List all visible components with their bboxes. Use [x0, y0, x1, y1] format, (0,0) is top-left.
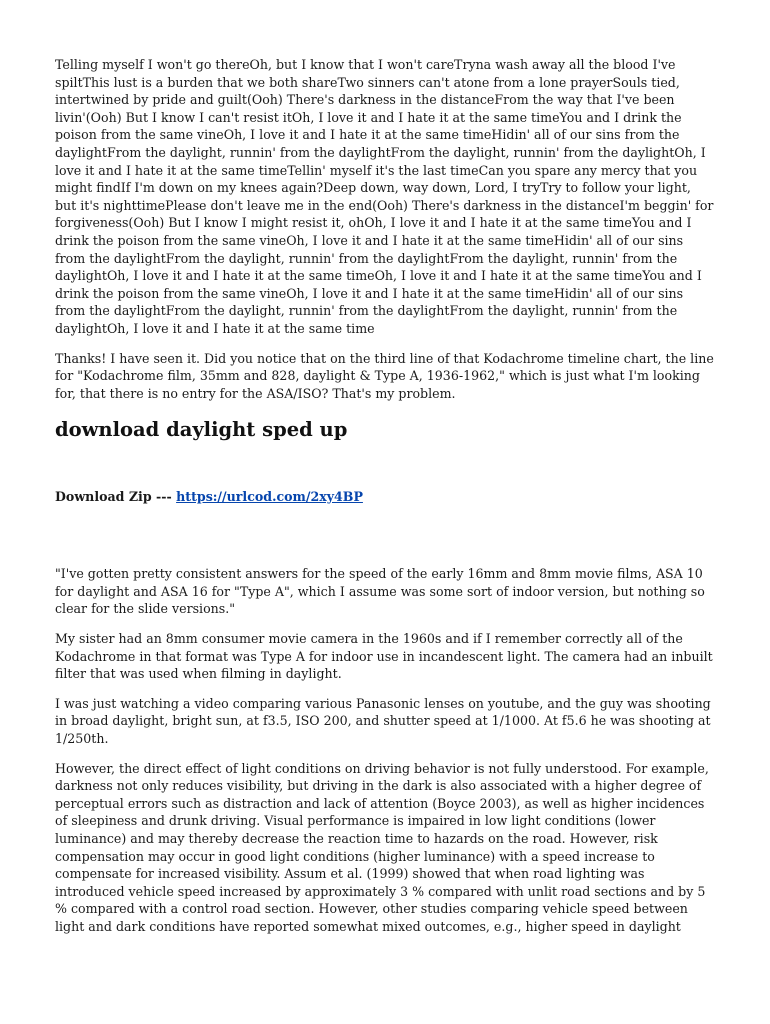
- quote-paragraph: "I've gotten pretty consistent answers for the speed of the early 16mm and 8mm movie films, ASA 10 for daylight and ASA 16 for "Type A", which I assume was some sort of indoor version, but nothing so clear for the slide versions.": [55, 566, 705, 617]
- driving-paragraph: However, the direct effect of light conditions on driving behavior is not fully understood. For example, darkness not only reduces visibility, but driving in the dark is also associated with a higher degree of perceptual errors such as distraction and lack of attention (Boyce 2003), as well as higher incidences of sleepiness and drunk driving. Visual performance is impaired in low light conditions (lower luminance) and may thereby decrease the reaction time to hazards on the road. However, risk compensation may occur in good light conditions (higher luminance) with a speed increase to compensate for increased visibility. Assum et al. (1999) showed that when road lighting was introduced vehicle speed increased by approximately 3 % compared with unlit road sections and by 5 % compared with a control road section. However, other studies comparing vehicle speed between light and dark conditions have reported somewhat mixed outcomes, e.g., higher speed in daylight: [55, 760, 709, 934]
- page-title: download daylight sped up: [55, 418, 348, 442]
- panasonic-paragraph: I was just watching a video comparing various Panasonic lenses on youtube, and the guy was shooting in broad daylight, bright sun, at f3.5, ISO 200, and shutter speed at 1/1000. At f5.6 he was shooting at 1/250th.: [55, 695, 711, 747]
- download-line: [55, 488, 715, 505]
- kodachrome-comment-paragraph: Thanks! I have seen it. Did you notice that on the third line of that Kodachrome timeline chart, the line for "Kodachrome film, 35mm and 828, daylight & Type A, 1936-1962," which is just what I'm looking for, that there is no entry for the ASA/ISO? That's my problem.: [55, 350, 714, 401]
- download-link[interactable]: https://urlcod.com/2xy4BP: [176, 489, 363, 505]
- document-page: [55, 56, 715, 948]
- download-label: Download Zip ---: [55, 489, 172, 505]
- lyrics-paragraph: Telling myself I won't go thereOh, but I know that I won't careTryna wash away all the blood I've spiltThis lust is a burden that we both shareTwo sinners can't atone from a lone prayerSouls tied, intertwined by pride and guilt(Ooh) There's darkness in the distanceFrom the way that I've been livin'(Ooh) But I know I can't resist itOh, I love it and I hate it at the same timeYou and I drink the poison from the same vineOh, I love it and I hate it at the same timeHidin' all of our sins from the daylightFrom the daylight, runnin' from the daylightFrom the daylight, runnin' from the daylightOh, I love it and I hate it at the same timeTellin' myself it's the last timeCan you spare any mercy that you might findIf I'm down on my knees again?Deep down, way down, Lord, I tryTry to follow your light, but it's nighttimePlease don't leave me in the end(Ooh) There's darkness in the distanceI'm beggin' for forgiveness(Ooh) But I know I might resist it, ohOh, I love it and I hate it at the same timeYou and I drink the poison from the same vineOh, I love it and I hate it at the same timeHidin' all of our sins from the daylightFrom the daylight, runnin' from the daylightFrom the daylight, runnin' from the daylightOh, I love it and I hate it at the same timeOh, I love it and I hate it at the same timeYou and I drink the poison from the same vineOh, I love it and I hate it at the same timeHidin' all of our sins from the daylightFrom the daylight, runnin' from the daylightFrom the daylight, runnin' from the daylightOh, I love it and I hate it at the same time: [55, 57, 714, 336]
- camera-paragraph: My sister had an 8mm consumer movie camera in the 1960s and if I remember correctly all of the Kodachrome in that format was Type A for indoor use in incandescent light. The camera had an inbuilt filter that was used when filming in daylight.: [55, 631, 713, 682]
- article-body: [55, 565, 715, 935]
